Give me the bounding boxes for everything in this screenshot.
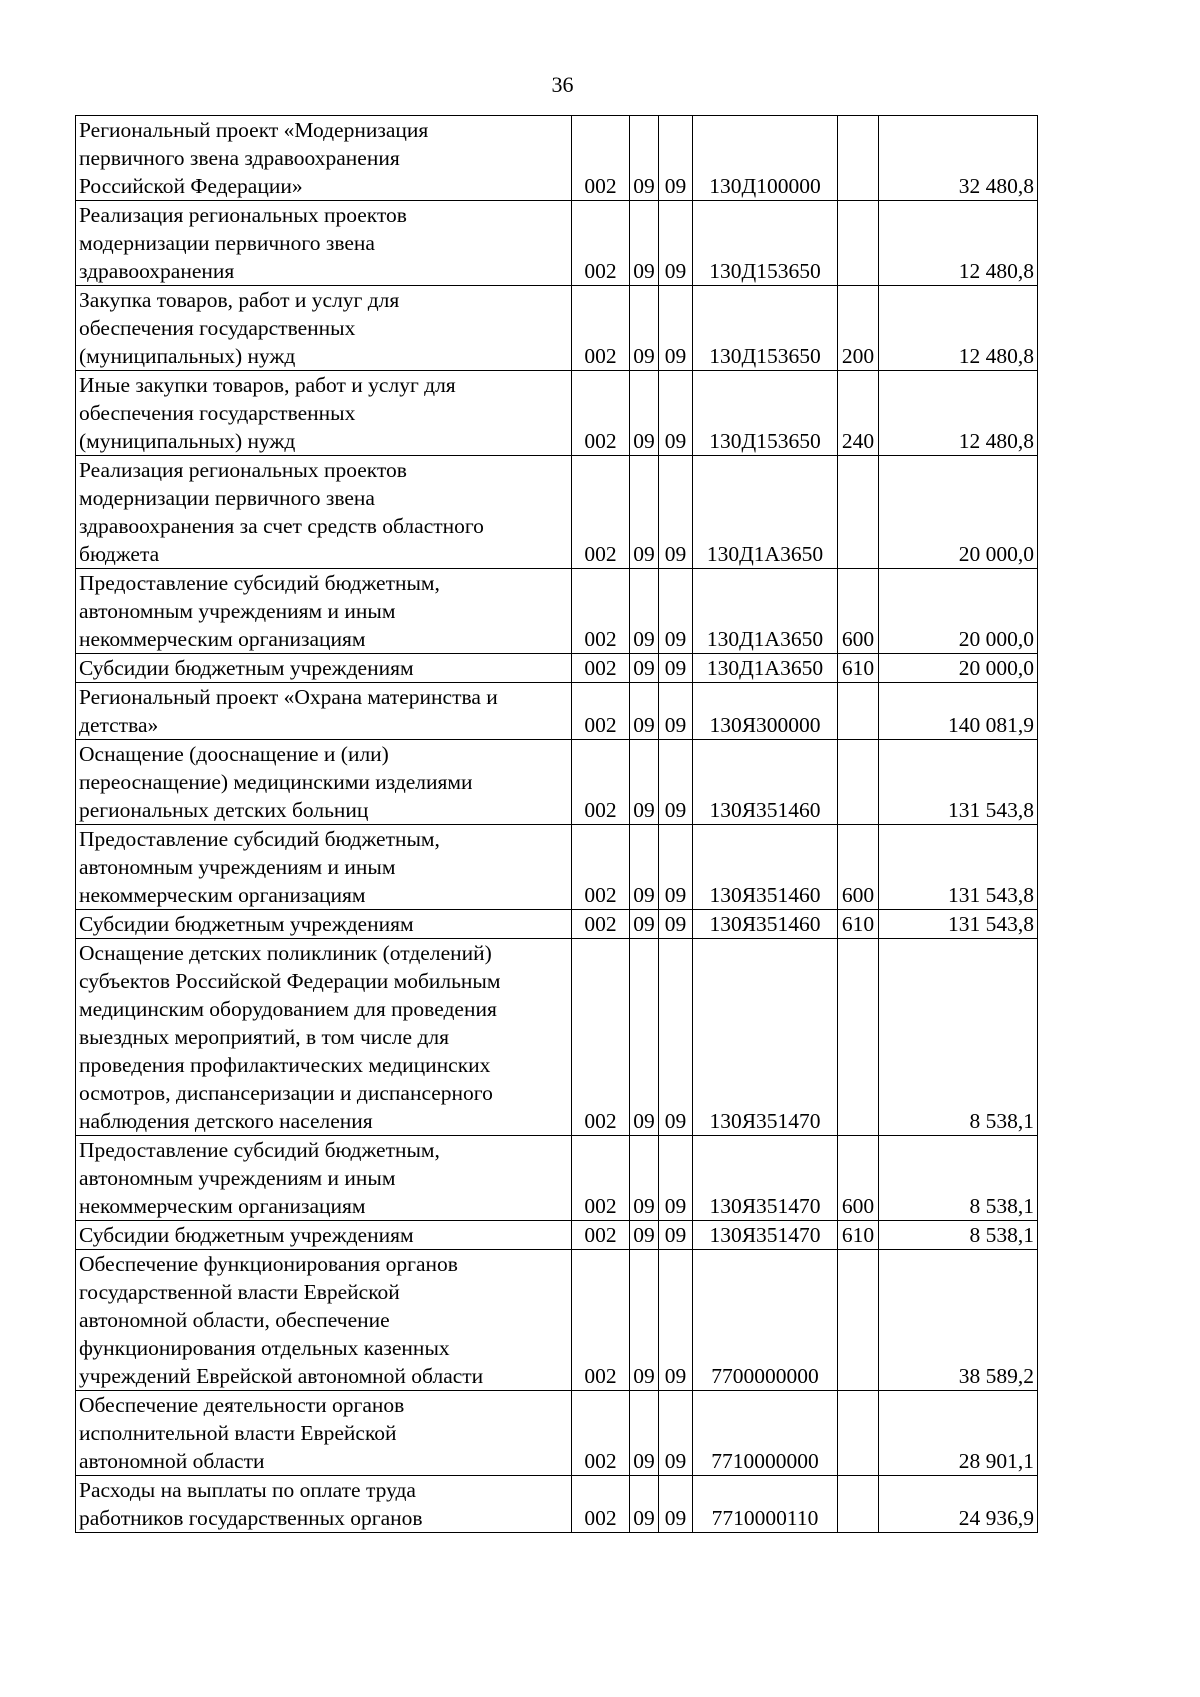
expense-type-cell: 240 bbox=[838, 371, 879, 456]
amount-cell: 28 901,1 bbox=[879, 1391, 1038, 1476]
row-name-cell: Иные закупки товаров, работ и услуг для обеспечения государственных (муниципальных) нужд bbox=[76, 371, 572, 456]
amount-cell: 131 543,8 bbox=[879, 825, 1038, 910]
section-code-cell: 09 bbox=[630, 825, 659, 910]
target-article-cell: 7710000000 bbox=[693, 1391, 838, 1476]
target-article-cell: 130Д153650 bbox=[693, 371, 838, 456]
subsection-code-cell: 09 bbox=[659, 1221, 693, 1250]
section-code-cell: 09 bbox=[630, 569, 659, 654]
department-code-cell: 002 bbox=[572, 939, 630, 1136]
department-code-cell: 002 bbox=[572, 116, 630, 201]
department-code-cell: 002 bbox=[572, 1136, 630, 1221]
target-article-cell: 7700000000 bbox=[693, 1250, 838, 1391]
expense-type-cell: 600 bbox=[838, 1136, 879, 1221]
department-code-cell: 002 bbox=[572, 456, 630, 569]
table-row bbox=[76, 201, 1038, 286]
subsection-code-cell: 09 bbox=[659, 569, 693, 654]
expense-type-cell: 610 bbox=[838, 654, 879, 683]
expense-type-cell bbox=[838, 939, 879, 1136]
subsection-code-cell: 09 bbox=[659, 1476, 693, 1533]
target-article-cell: 130Д1А3650 bbox=[693, 654, 838, 683]
target-article-cell: 7710000110 bbox=[693, 1476, 838, 1533]
subsection-code-cell: 09 bbox=[659, 456, 693, 569]
table-row bbox=[76, 1476, 1038, 1533]
department-code-cell: 002 bbox=[572, 569, 630, 654]
amount-cell: 8 538,1 bbox=[879, 1136, 1038, 1221]
amount-cell: 20 000,0 bbox=[879, 456, 1038, 569]
row-name-cell: Субсидии бюджетным учреждениям bbox=[76, 1221, 572, 1250]
department-code-cell: 002 bbox=[572, 910, 630, 939]
page-number: 36 bbox=[551, 72, 574, 97]
table-row bbox=[76, 1221, 1038, 1250]
expense-type-cell bbox=[838, 456, 879, 569]
expense-type-cell: 600 bbox=[838, 825, 879, 910]
target-article-cell: 130Я300000 bbox=[693, 683, 838, 740]
department-code-cell: 002 bbox=[572, 740, 630, 825]
row-name-cell: Оснащение (дооснащение и (или) переоснащение) медицинскими изделиями региональных детских больниц bbox=[76, 740, 572, 825]
target-article-cell: 130Д1А3650 bbox=[693, 456, 838, 569]
table-row bbox=[76, 910, 1038, 939]
row-name-cell: Субсидии бюджетным учреждениям bbox=[76, 654, 572, 683]
subsection-code-cell: 09 bbox=[659, 825, 693, 910]
expense-type-cell: 600 bbox=[838, 569, 879, 654]
table-row bbox=[76, 371, 1038, 456]
row-name-cell: Региональный проект «Модернизация первичного звена здравоохранения Российской Федерации» bbox=[76, 116, 572, 201]
section-code-cell: 09 bbox=[630, 1476, 659, 1533]
amount-cell: 12 480,8 bbox=[879, 286, 1038, 371]
table-row bbox=[76, 654, 1038, 683]
section-code-cell: 09 bbox=[630, 1221, 659, 1250]
amount-cell: 20 000,0 bbox=[879, 654, 1038, 683]
target-article-cell: 130Я351470 bbox=[693, 1221, 838, 1250]
section-code-cell: 09 bbox=[630, 1250, 659, 1391]
amount-cell: 20 000,0 bbox=[879, 569, 1038, 654]
department-code-cell: 002 bbox=[572, 371, 630, 456]
row-name-cell: Предоставление субсидий бюджетным, автономным учреждениям и иным некоммерческим организациям bbox=[76, 1136, 572, 1221]
target-article-cell: 130Я351460 bbox=[693, 825, 838, 910]
section-code-cell: 09 bbox=[630, 1391, 659, 1476]
expense-type-cell: 610 bbox=[838, 1221, 879, 1250]
target-article-cell: 130Д100000 bbox=[693, 116, 838, 201]
table-row bbox=[76, 1391, 1038, 1476]
amount-cell: 140 081,9 bbox=[879, 683, 1038, 740]
department-code-cell: 002 bbox=[572, 654, 630, 683]
target-article-cell: 130Я351460 bbox=[693, 740, 838, 825]
row-name-cell: Реализация региональных проектов модернизации первичного звена здравоохранения bbox=[76, 201, 572, 286]
amount-cell: 24 936,9 bbox=[879, 1476, 1038, 1533]
subsection-code-cell: 09 bbox=[659, 286, 693, 371]
subsection-code-cell: 09 bbox=[659, 1250, 693, 1391]
target-article-cell: 130Я351470 bbox=[693, 939, 838, 1136]
section-code-cell: 09 bbox=[630, 1136, 659, 1221]
department-code-cell: 002 bbox=[572, 1476, 630, 1533]
row-name-cell: Закупка товаров, работ и услуг для обеспечения государственных (муниципальных) нужд bbox=[76, 286, 572, 371]
target-article-cell: 130Д153650 bbox=[693, 201, 838, 286]
target-article-cell: 130Д1А3650 bbox=[693, 569, 838, 654]
table-row bbox=[76, 456, 1038, 569]
row-name-cell: Предоставление субсидий бюджетным, автономным учреждениям и иным некоммерческим организациям bbox=[76, 825, 572, 910]
department-code-cell: 002 bbox=[572, 286, 630, 371]
subsection-code-cell: 09 bbox=[659, 654, 693, 683]
department-code-cell: 002 bbox=[572, 1391, 630, 1476]
department-code-cell: 002 bbox=[572, 201, 630, 286]
subsection-code-cell: 09 bbox=[659, 201, 693, 286]
table-row bbox=[76, 825, 1038, 910]
section-code-cell: 09 bbox=[630, 456, 659, 569]
expense-type-cell bbox=[838, 683, 879, 740]
section-code-cell: 09 bbox=[630, 939, 659, 1136]
amount-cell: 131 543,8 bbox=[879, 740, 1038, 825]
subsection-code-cell: 09 bbox=[659, 1136, 693, 1221]
department-code-cell: 002 bbox=[572, 683, 630, 740]
amount-cell: 12 480,8 bbox=[879, 371, 1038, 456]
section-code-cell: 09 bbox=[630, 683, 659, 740]
section-code-cell: 09 bbox=[630, 910, 659, 939]
expense-type-cell bbox=[838, 740, 879, 825]
expense-type-cell bbox=[838, 1250, 879, 1391]
table-row bbox=[76, 1250, 1038, 1391]
amount-cell: 8 538,1 bbox=[879, 1221, 1038, 1250]
subsection-code-cell: 09 bbox=[659, 939, 693, 1136]
row-name-cell: Предоставление субсидий бюджетным, автономным учреждениям и иным некоммерческим организациям bbox=[76, 569, 572, 654]
budget-table bbox=[75, 115, 1038, 1533]
target-article-cell: 130Д153650 bbox=[693, 286, 838, 371]
table-row bbox=[76, 116, 1038, 201]
section-code-cell: 09 bbox=[630, 116, 659, 201]
row-name-cell: Реализация региональных проектов модернизации первичного звена здравоохранения за счет средств областного бюджета bbox=[76, 456, 572, 569]
section-code-cell: 09 bbox=[630, 740, 659, 825]
expense-type-cell: 610 bbox=[838, 910, 879, 939]
amount-cell: 8 538,1 bbox=[879, 939, 1038, 1136]
row-name-cell: Расходы на выплаты по оплате труда работников государственных органов bbox=[76, 1476, 572, 1533]
expense-type-cell: 200 bbox=[838, 286, 879, 371]
amount-cell: 12 480,8 bbox=[879, 201, 1038, 286]
row-name-cell: Субсидии бюджетным учреждениям bbox=[76, 910, 572, 939]
table-row bbox=[76, 286, 1038, 371]
row-name-cell: Региональный проект «Охрана материнства и детства» bbox=[76, 683, 572, 740]
expense-type-cell bbox=[838, 1391, 879, 1476]
target-article-cell: 130Я351460 bbox=[693, 910, 838, 939]
expense-type-cell bbox=[838, 1476, 879, 1533]
section-code-cell: 09 bbox=[630, 371, 659, 456]
department-code-cell: 002 bbox=[572, 1221, 630, 1250]
table-row bbox=[76, 1136, 1038, 1221]
subsection-code-cell: 09 bbox=[659, 910, 693, 939]
department-code-cell: 002 bbox=[572, 825, 630, 910]
table-row bbox=[76, 569, 1038, 654]
subsection-code-cell: 09 bbox=[659, 116, 693, 201]
row-name-cell: Обеспечение деятельности органов исполнительной власти Еврейской автономной области bbox=[76, 1391, 572, 1476]
department-code-cell: 002 bbox=[572, 1250, 630, 1391]
subsection-code-cell: 09 bbox=[659, 371, 693, 456]
expense-type-cell bbox=[838, 201, 879, 286]
amount-cell: 32 480,8 bbox=[879, 116, 1038, 201]
section-code-cell: 09 bbox=[630, 654, 659, 683]
subsection-code-cell: 09 bbox=[659, 1391, 693, 1476]
amount-cell: 131 543,8 bbox=[879, 910, 1038, 939]
target-article-cell: 130Я351470 bbox=[693, 1136, 838, 1221]
row-name-cell: Обеспечение функционирования органов государственной власти Еврейской автономной области, обеспечение функционирования отдельных казенных учреждений Еврейской автономной области bbox=[76, 1250, 572, 1391]
table-row bbox=[76, 740, 1038, 825]
row-name-cell: Оснащение детских поликлиник (отделений) субъектов Российской Федерации мобильным медицинским оборудованием для проведения выездных мероприятий, в том числе для проведения профилактических медицинских осмотров, диспансеризации и диспансерного наблюдения детского населения bbox=[76, 939, 572, 1136]
table-row bbox=[76, 939, 1038, 1136]
subsection-code-cell: 09 bbox=[659, 683, 693, 740]
table-row bbox=[76, 683, 1038, 740]
section-code-cell: 09 bbox=[630, 286, 659, 371]
subsection-code-cell: 09 bbox=[659, 740, 693, 825]
amount-cell: 38 589,2 bbox=[879, 1250, 1038, 1391]
section-code-cell: 09 bbox=[630, 201, 659, 286]
expense-type-cell bbox=[838, 116, 879, 201]
